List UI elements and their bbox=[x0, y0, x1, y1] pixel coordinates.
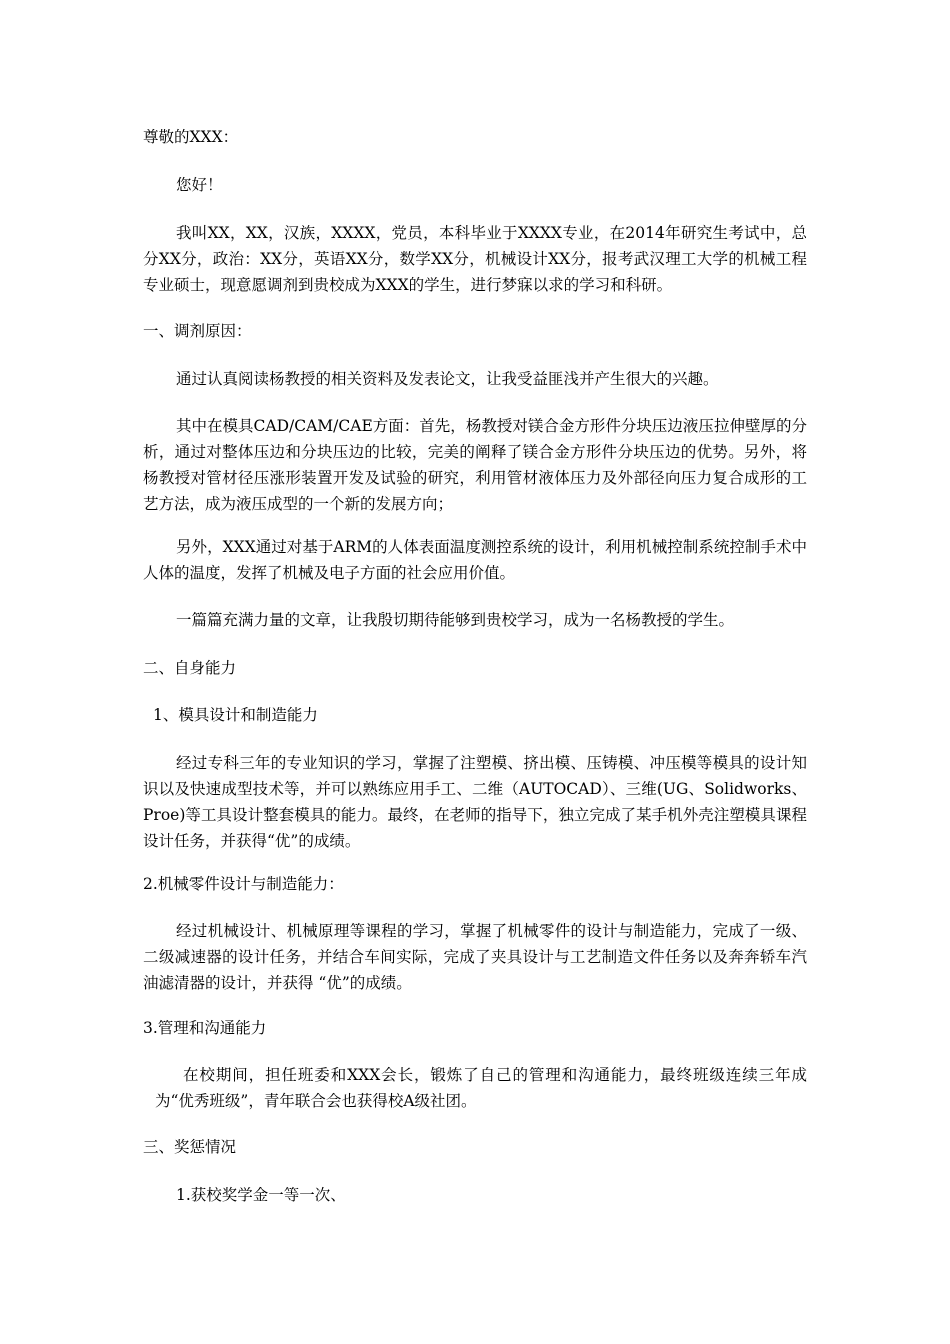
reason-paragraph-2: 其中在模具CAD/CAM/CAE方面：首先，杨教授对镁合金方形件分块压边液压拉伸壁厚的分析，通过对整体压边和分块压边的比较，完美的阐释了镁合金方形件分块压边的优势。另外，将杨教授对管材径压涨形装置开发及试验的研究，利用管材液体压力及外部径向压力复合成形的工艺方法，成为液压成型的一个新的发展方向； bbox=[143, 417, 807, 513]
ability-1-paragraph: 经过专科三年的专业知识的学习，掌握了注塑模、挤出模、压铸模、冲压模等模具的设计知识以及快速成型技术等，并可以熟练应用手工、二维（AUTOCAD）、三维(UG、Solidworks、Proe)等工具设计整套模具的能力。最终，在老师的指导下，独立完成了某手机外壳注塑模具课程设计任务，并获得“优”的成绩。 bbox=[143, 754, 807, 850]
section-heading-ability: 二、自身能力 bbox=[143, 659, 237, 677]
ability-1-heading: 1、模具设计和制造能力 bbox=[153, 706, 318, 724]
ability-2-heading: 2.机械零件设计与制造能力： bbox=[143, 875, 344, 893]
reason-paragraph-1: 通过认真阅读杨教授的相关资料及发表论文，让我受益匪浅并产生很大的兴趣。 bbox=[176, 370, 719, 388]
ability-3-heading: 3.管理和沟通能力 bbox=[143, 1019, 267, 1037]
award-item-1: 1.获校奖学金一等一次、 bbox=[176, 1186, 346, 1204]
section-heading-awards: 三、奖惩情况 bbox=[143, 1138, 237, 1156]
section-heading-reason: 一、调剂原因： bbox=[143, 322, 252, 340]
intro-paragraph: 我叫XX，XX，汉族，XXXX，党员，本科毕业于XXXX专业，在2014年研究生考试中，总分XX分，政治：XX分，英语XX分，数学XX分，机械设计XX分，报考武汉理工大学的机械工程专业硕士，现意愿调剂到贵校成为XXX的学生，进行梦寐以求的学习和科研。 bbox=[143, 224, 807, 294]
greeting: 您好！ bbox=[176, 176, 223, 194]
salutation: 尊敬的XXX： bbox=[143, 128, 239, 146]
ability-2-paragraph: 经过机械设计、机械原理等课程的学习，掌握了机械零件的设计与制造能力，完成了一级、二级减速器的设计任务，并结合车间实际，完成了夹具设计与工艺制造文件任务以及奔奔轿车汽油滤清器的设计，并获得 “优”的成绩。 bbox=[143, 922, 807, 992]
ability-3-paragraph: 在校期间，担任班委和XXX会长，锻炼了自己的管理和沟通能力，最终班级连续三年成为“优秀班级”，青年联合会也获得校A级社团。 bbox=[155, 1066, 807, 1110]
reason-paragraph-3: 另外，XXX通过对基于ARM的人体表面温度测控系统的设计，利用机械控制系统控制手术中人体的温度，发挥了机械及电子方面的社会应用价值。 bbox=[143, 538, 807, 582]
reason-paragraph-4: 一篇篇充满力量的文章，让我殷切期待能够到贵校学习，成为一名杨教授的学生。 bbox=[176, 611, 735, 629]
